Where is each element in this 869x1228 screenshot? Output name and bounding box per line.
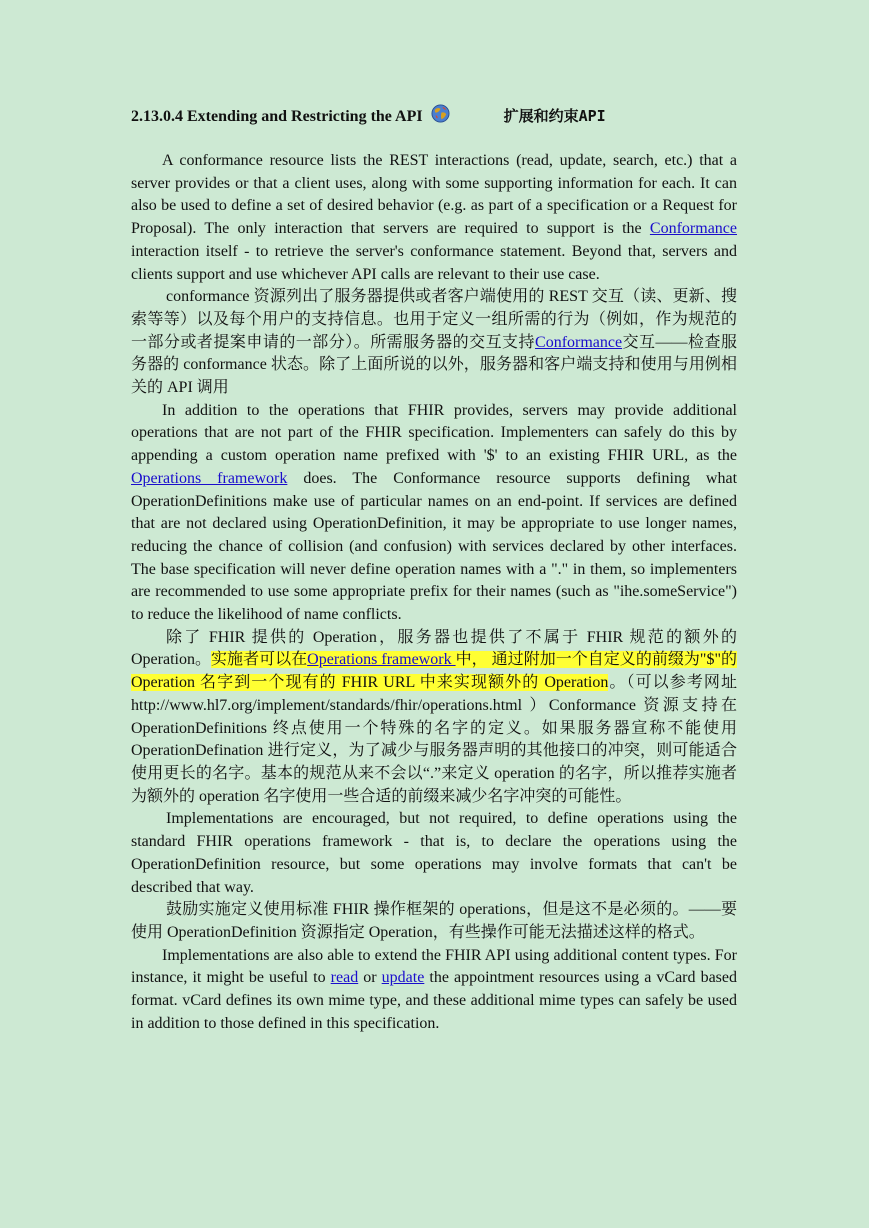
operations-framework-link[interactable]: Operations framework xyxy=(131,469,288,487)
conformance-link[interactable]: Conformance xyxy=(649,220,737,238)
document-body xyxy=(131,103,737,1035)
highlighted-text-2: 中， 通过附加一个自定义的前缀为"$"的 Operation 名字到一个现有的 FHIR URL 中来实现额外的 Operation xyxy=(131,651,737,692)
section-title: 2.13.0.4 Extending and Restricting the API xyxy=(131,108,423,125)
paragraph-7: Implementations are also able to extend the FHIR API using additional content types. For instance, it might be useful to read or update the appointment resources using a vCard based format. vCard defines its own mime type, and these additional mime types can safely be used in addition to those defined in this specification. xyxy=(131,946,737,1032)
read-link[interactable]: read xyxy=(330,969,359,987)
paragraph-5: Implementations are encouraged, but not required, to define operations using the standard FHIR operations framework - that is, to declare the operations using the OperationDefinition resource, but some operations may involve formats that can't be described that way. xyxy=(131,810,737,896)
conformance-link-cn[interactable]: Conformance xyxy=(535,333,623,351)
paragraph-2: conformance 资源列出了服务器提供或者客户端使用的 REST 交互（读、更新、搜索等等）以及每个用户的支持信息。也用于定义一组所需的行为（例如，作为规范的一部分或者提案申请的一部分）。所需服务器的交互支持Conformance交互——检查服务器的 conformance 状态。除了上面所说的以外，服务器和客户端支持和使用与用例相关的 API 调用 xyxy=(131,288,737,397)
section-heading xyxy=(131,103,737,130)
operations-framework-link-cn[interactable]: Operations framework xyxy=(307,651,456,669)
paragraph-6: 鼓励实施定义使用标准 FHIR 操作框架的 operations，但是这不是必须的。——要使用 OperationDefinition 资源指定 Operation，有些操作可能无法描述这样的格式。 xyxy=(131,901,737,941)
section-title-cn: 扩展和约束API xyxy=(503,107,606,125)
globe-icon xyxy=(431,104,450,123)
paragraph-3: In addition to the operations that FHIR provides, servers may provide additional operations that are not part of the FHIR specification. Implementers can safely do this by appending a custom operation name prefixed with '$' to an existing FHIR URL, as the Operations framework does. The Conformance resource supports defining what OperationDefinitions make use of particular names on an end-point. If services are defined that are not declared using OperationDefinition, it may be appropriate to use longer names, reducing the chance of collision (and confusion) with services declared by other interfaces. The base specification will never define operation names with a "." in them, so implementers are recommended to use some appropriate prefix for their names (such as "ihe.someService") to reduce the likelihood of name conflicts. xyxy=(131,401,738,624)
paragraph-4: 除了 FHIR 提供的 Operation，服务器也提供了不属于 FHIR 规范的额外的 Operation。实施者可以在Operations framework 中， 通过附加一个自定义的前缀为"$"的 Operation 名字到一个现有的 FHIR URL 中来实现额外的 Operation。（可以参考网址 http://www.hl7.org/implement/standards/fhir/operations.html ）Conformance 资源支持在 OperationDefinitions 终点使用一个特殊的名字的定义。如果服务器宣称不能使用 OperationDefination 进行定义，为了减少与服务器声明的其他接口的冲突，则可能适合使用更长的名字。基本的规范从来不会以“.”来定义 operation 的名字，所以推荐实施者为额外的 operation 名字使用一些合适的前缀来减少名字冲突的可能性。 xyxy=(131,628,737,805)
update-link[interactable]: update xyxy=(381,969,425,987)
paragraph-1: A conformance resource lists the REST interactions (read, update, search, etc.) that a server provides or that a client uses, along with some supporting information for each. It can also be used to define a set of desired behavior (e.g. as part of a specification or a Request for Proposal). The only interaction that servers are required to support is the Conformance interaction itself - to retrieve the server's conformance statement. Beyond that, servers and clients support and use whichever API calls are relevant to their use case. xyxy=(131,152,737,283)
highlighted-text-1: 实施者可以在 xyxy=(211,651,308,669)
